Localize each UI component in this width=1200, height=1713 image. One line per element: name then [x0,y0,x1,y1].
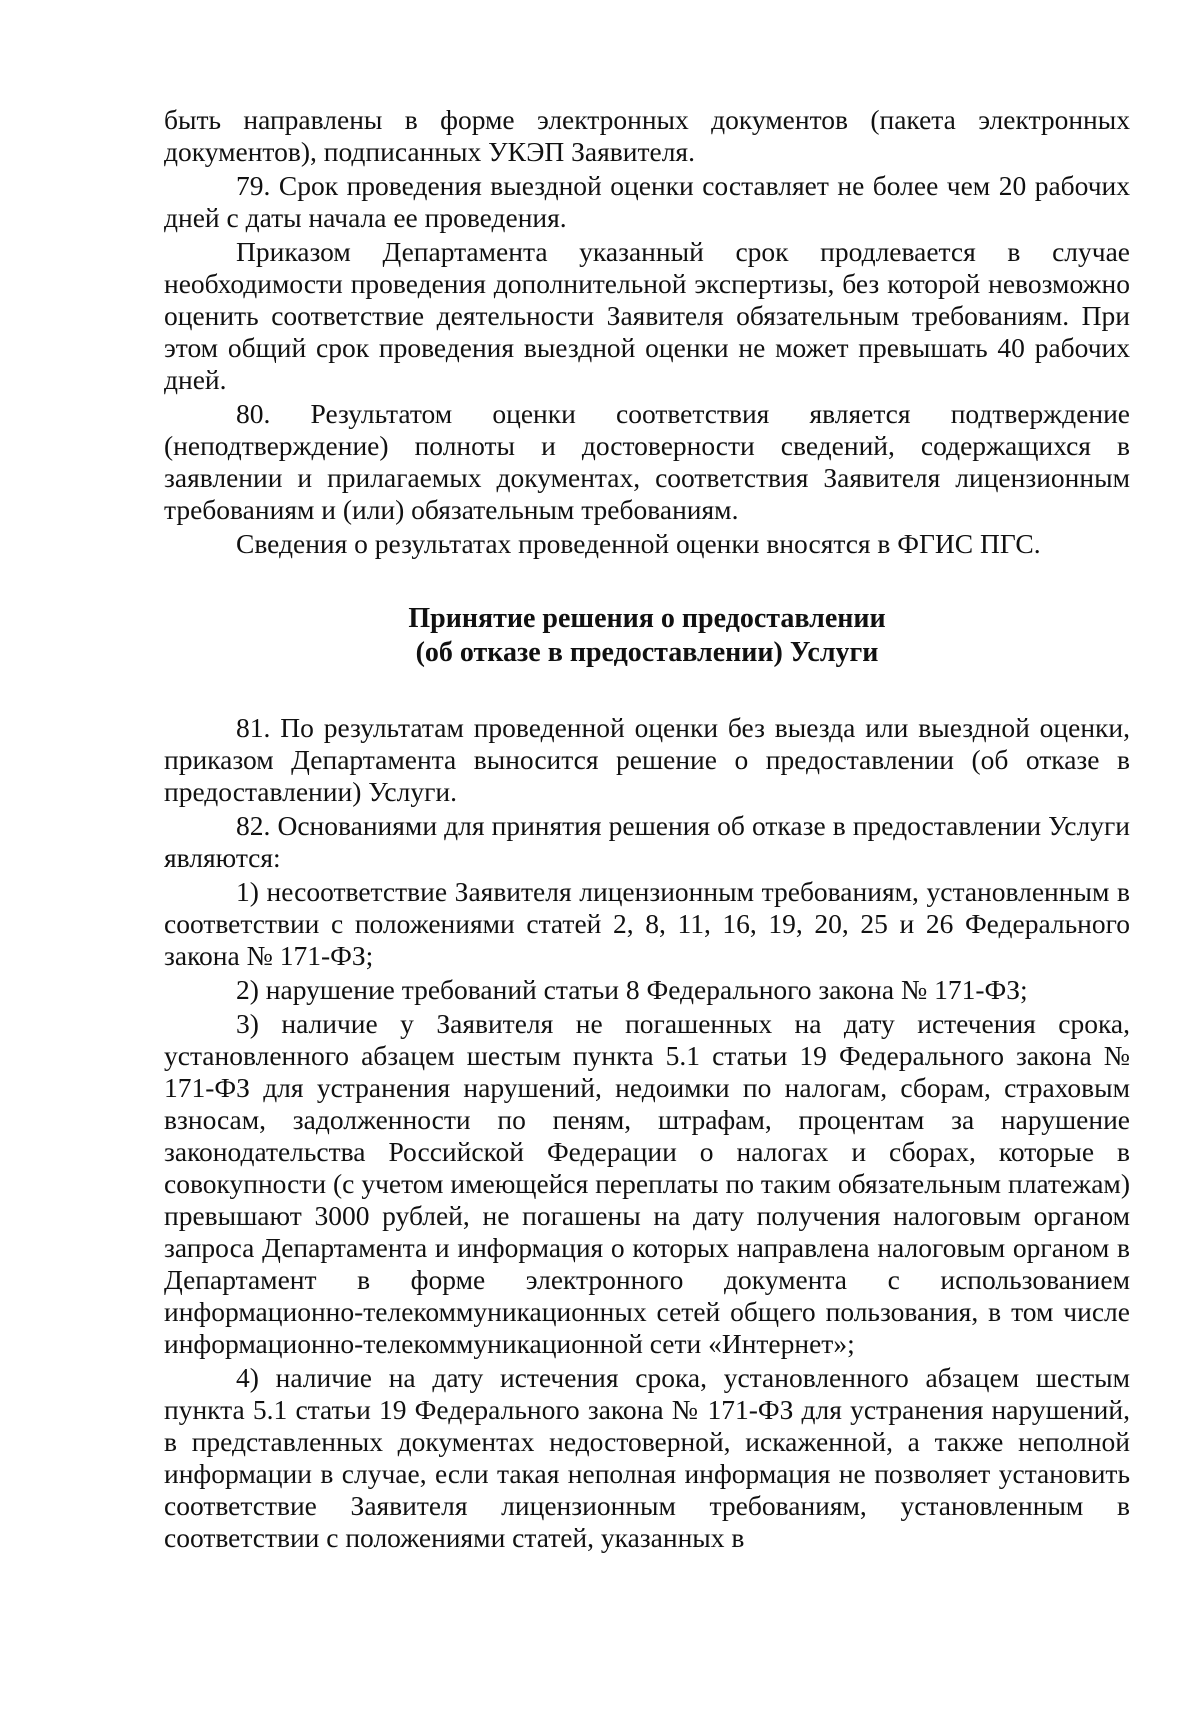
paragraph-80: 80. Результатом оценки соответствия является подтверждение (неподтверждение) полноты и достоверности сведений, содержащихся в заявлении и прилагаемых документах, соответствия Заявителя лицензионным требованиям и (или) обязательным требованиям. [164,398,1130,525]
paragraph-82: 82. Основаниями для принятия решения об отказе в предоставлении Услуги являются: [164,810,1130,873]
section-heading [164,602,1130,670]
paragraph-79-extension: Приказом Департамента указанный срок продлевается в случае необходимости проведения дополнительной экспертизы, без которой невозможно оценить соответствие деятельности Заявителя обязательным требованиям. При этом общий срок проведения выездной оценки не может превышать 40 рабочих дней. [164,236,1130,395]
list-item-1: 1) несоответствие Заявителя лицензионным требованиям, установленным в соответствии с положениями статей 2, 8, 11, 16, 19, 20, 25 и 26 Федерального закона № 171-ФЗ; [164,876,1130,971]
section-heading-line-2: (об отказе в предоставлении) Услуги [415,637,879,668]
paragraph-80-fgis: Сведения о результатах проведенной оценки вносятся в ФГИС ПГС. [236,528,1041,559]
section-heading-line-1: Принятие решения о предоставлении [408,603,886,634]
list-item-2: 2) нарушение требований статьи 8 Федерального закона № 171-ФЗ; [236,974,1028,1005]
paragraph-79: 79. Срок проведения выездной оценки составляет не более чем 20 рабочих дней с даты начала ее проведения. [164,170,1130,233]
list-item-4: 4) наличие на дату истечения срока, установленного абзацем шестым пункта 5.1 статьи 19 Федерального закона № 171-ФЗ для устранения нарушений, в представленных документах недостоверной, искаженной, а также неполной информации в случае, если такая неполная информация не позволяет установить соответствие Заявителя лицензионным требованиям, установленным в соответствии с положениями статей, указанных в [164,1362,1130,1553]
document-body [164,104,1130,1556]
list-item-3: 3) наличие у Заявителя не погашенных на дату истечения срока, установленного абзацем шестым пункта 5.1 статьи 19 Федерального закона № 171-ФЗ для устранения нарушений, недоимки по налогам, сборам, страховым взносам, задолженности по пеням, штрафам, процентам за нарушение законодательства Российской Федерации о налогах и сборах, которые в совокупности (с учетом имеющейся переплаты по таким обязательным платежам) превышают 3000 рублей, не погашены на дату получения налоговым органом запроса Департамента и информация о которых направлена налоговым органом в Департамент в форме электронного документа с использованием информационно-телекоммуникационных сетей общего пользования, в том числе информационно-телекоммуникационной сети «Интернет»; [164,1008,1130,1359]
paragraph-81: 81. По результатам проведенной оценки без выезда или выездной оценки, приказом Департамента выносится решение о предоставлении (об отказе в предоставлении) Услуги. [164,712,1130,807]
paragraph-continuation: быть направлены в форме электронных документов (пакета электронных документов), подписанных УКЭП Заявителя. [164,104,1130,167]
